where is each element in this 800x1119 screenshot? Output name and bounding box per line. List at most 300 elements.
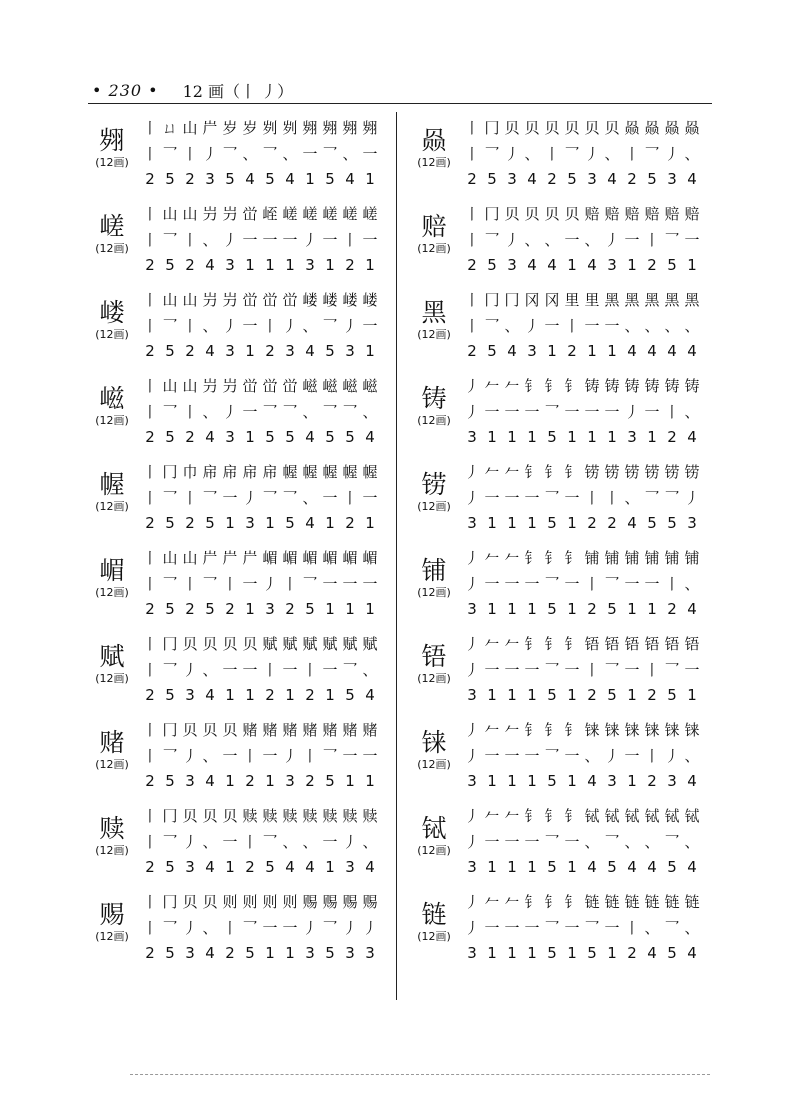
stroke-rows (140, 198, 384, 278)
stroke-code: 3 (627, 428, 637, 446)
stroke-stage: 贝 (182, 806, 198, 825)
stroke-code: 5 (165, 858, 175, 876)
stroke-code: 1 (587, 342, 597, 360)
character-entry (406, 198, 712, 284)
stroke-stage-row (462, 630, 712, 656)
stroke-shape: 乛 (162, 488, 178, 507)
stroke-shape: 丿 (624, 402, 640, 421)
stroke-shape: 乛 (222, 144, 238, 163)
stroke-code: 1 (225, 686, 235, 704)
stroke-code-row (462, 252, 712, 278)
stroke-stage: 山 (182, 118, 198, 137)
page-number: • 230 • (92, 80, 159, 100)
stroke-stage: 钅 (524, 462, 540, 481)
stroke-stage: 钅 (544, 720, 560, 739)
stroke-stage: 赌 (262, 720, 278, 739)
stroke-count: (12画) (95, 414, 129, 427)
stroke-code: 4 (647, 944, 657, 962)
stroke-stage: 铹 (584, 462, 600, 481)
stroke-shape: 丿 (182, 832, 198, 851)
stroke-code: 4 (587, 772, 597, 790)
stroke-stage: ㄩ (162, 118, 178, 137)
stroke-count: (12画) (95, 242, 129, 255)
stroke-stage: 冂 (162, 462, 178, 481)
stroke-shape: 、 (624, 488, 640, 507)
stroke-stage: 赑 (644, 118, 660, 137)
stroke-code-row (140, 166, 384, 192)
character-entry (406, 370, 712, 456)
stroke-shape: 、 (684, 832, 700, 851)
stroke-shape-row (140, 742, 384, 768)
stroke-shape: 一 (604, 918, 620, 937)
stroke-stage: 铹 (644, 462, 660, 481)
stroke-stage-row (140, 716, 384, 742)
stroke-count: (12画) (417, 242, 451, 255)
stroke-shape: 丨 (464, 144, 480, 163)
stroke-code: 2 (145, 772, 155, 790)
stroke-count: (12画) (417, 156, 451, 169)
stroke-stage-row (140, 286, 384, 312)
stroke-shape-row (140, 312, 384, 338)
stroke-code: 3 (245, 514, 255, 532)
stroke-stage: 里 (584, 290, 600, 309)
stroke-code: 1 (225, 772, 235, 790)
bottom-rule (130, 1074, 710, 1075)
stroke-code: 1 (265, 772, 275, 790)
stroke-shape: 一 (262, 918, 278, 937)
stroke-stage: 则 (242, 892, 258, 911)
stroke-code: 3 (687, 514, 697, 532)
stroke-shape: 丿 (342, 832, 358, 851)
stroke-stage: 赌 (282, 720, 298, 739)
stroke-code: 2 (185, 428, 195, 446)
stroke-code: 1 (487, 428, 497, 446)
stroke-stage: 赋 (362, 634, 378, 653)
stroke-stage: 铼 (584, 720, 600, 739)
character-entry (406, 886, 712, 972)
stroke-code: 1 (487, 600, 497, 618)
stroke-stage: 铹 (604, 462, 620, 481)
stroke-shape: 丨 (142, 488, 158, 507)
stroke-stage: 峃 (242, 204, 258, 223)
stroke-stage: 嵋 (322, 548, 338, 567)
stroke-stage: 丨 (142, 376, 158, 395)
stroke-code: 3 (507, 256, 517, 274)
stroke-code: 3 (507, 170, 517, 188)
stroke-stage: 丨 (464, 118, 480, 137)
stroke-stage: 铻 (584, 634, 600, 653)
stroke-code: 4 (345, 170, 355, 188)
character-block (84, 628, 140, 686)
character-block (406, 886, 462, 944)
stroke-shape: 丿 (604, 746, 620, 765)
stroke-count: (12画) (95, 930, 129, 943)
stroke-shape: 丿 (222, 230, 238, 249)
stroke-shape: 、 (524, 144, 540, 163)
stroke-shape: 一 (544, 316, 560, 335)
character-entry (84, 628, 384, 714)
stroke-stage: 链 (584, 892, 600, 911)
stroke-shape: 丨 (142, 230, 158, 249)
stroke-stage: 屶 (202, 376, 218, 395)
stroke-shape-row (462, 828, 712, 854)
stroke-stage: 峌 (262, 204, 278, 223)
stroke-code: 1 (607, 428, 617, 446)
stroke-stage: 冂 (484, 204, 500, 223)
stroke-code: 2 (305, 686, 315, 704)
stroke-stage: 钅 (544, 634, 560, 653)
stroke-code: 4 (627, 342, 637, 360)
stroke-stage: 𠂉 (484, 376, 500, 395)
character-block (406, 198, 462, 256)
stroke-stage: 铼 (624, 720, 640, 739)
stroke-code-row (462, 596, 712, 622)
stroke-code-row (140, 596, 384, 622)
stroke-code: 3 (185, 686, 195, 704)
stroke-shape: 乛 (302, 574, 318, 593)
stroke-shape: 、 (302, 316, 318, 335)
stroke-shape: 、 (282, 144, 298, 163)
character-glyph: 黑 (421, 298, 447, 327)
stroke-shape: 丨 (182, 574, 198, 593)
character-entry (84, 370, 384, 456)
stroke-stage: 山 (162, 204, 178, 223)
stroke-shape: 丨 (142, 746, 158, 765)
stroke-code: 1 (245, 342, 255, 360)
stroke-shape: 一 (524, 918, 540, 937)
stroke-rows (462, 628, 712, 708)
stroke-shape: 、 (584, 230, 600, 249)
stroke-shape: 乛 (604, 574, 620, 593)
stroke-count: (12画) (95, 500, 129, 513)
stroke-code: 4 (205, 256, 215, 274)
stroke-shape: 丿 (262, 574, 278, 593)
character-block (84, 542, 140, 600)
stroke-shape: 一 (684, 660, 700, 679)
stroke-code: 5 (487, 256, 497, 274)
stroke-stage: 丿 (464, 462, 480, 481)
stroke-code: 5 (325, 772, 335, 790)
stroke-code: 4 (687, 772, 697, 790)
stroke-code-row (140, 510, 384, 536)
stroke-stage: 山 (182, 204, 198, 223)
stroke-stage: 𠂉 (504, 548, 520, 567)
stroke-shape: 、 (202, 316, 218, 335)
stroke-code: 5 (165, 514, 175, 532)
stroke-code: 1 (365, 342, 375, 360)
stroke-code: 1 (527, 858, 537, 876)
stroke-shape-row (462, 484, 712, 510)
stroke-code: 1 (507, 858, 517, 876)
stroke-shape: 丿 (182, 746, 198, 765)
stroke-stage: 铺 (624, 548, 640, 567)
stroke-shape: 一 (262, 230, 278, 249)
stroke-code: 4 (205, 428, 215, 446)
stroke-code: 2 (587, 686, 597, 704)
stroke-stage: 赋 (262, 634, 278, 653)
stroke-code: 3 (365, 944, 375, 962)
stroke-shape: 、 (362, 660, 378, 679)
stroke-shape: 一 (524, 402, 540, 421)
stroke-code: 1 (487, 514, 497, 532)
stroke-code: 3 (225, 428, 235, 446)
stroke-stage: 贝 (504, 204, 520, 223)
stroke-code: 4 (205, 858, 215, 876)
left-column (84, 112, 384, 972)
stroke-shape: 乛 (544, 402, 560, 421)
stroke-stage: 冂 (162, 806, 178, 825)
stroke-stage: 铻 (664, 634, 680, 653)
stroke-code-row (140, 768, 384, 794)
stroke-code-row (462, 338, 712, 364)
stroke-stage: 屵 (222, 548, 238, 567)
stroke-code: 1 (627, 772, 637, 790)
stroke-stage: 冂 (162, 892, 178, 911)
stroke-shape: 一 (342, 746, 358, 765)
stroke-stage: 则 (262, 892, 278, 911)
character-block (406, 456, 462, 514)
stroke-stage-row (462, 888, 712, 914)
stroke-shape: 乛 (604, 832, 620, 851)
stroke-code: 2 (607, 514, 617, 532)
stroke-shape: 一 (222, 488, 238, 507)
stroke-stage: 贝 (182, 892, 198, 911)
stroke-stage: 山 (182, 376, 198, 395)
stroke-code: 1 (587, 428, 597, 446)
stroke-code: 1 (365, 256, 375, 274)
stroke-shape: 一 (564, 832, 580, 851)
stroke-code: 2 (667, 428, 677, 446)
stroke-code: 1 (507, 686, 517, 704)
stroke-rows (462, 542, 712, 622)
stroke-code: 5 (165, 342, 175, 360)
stroke-shape: 乛 (544, 918, 560, 937)
stroke-shape: 一 (624, 660, 640, 679)
stroke-code: 5 (165, 944, 175, 962)
stroke-shape: 一 (504, 574, 520, 593)
stroke-code: 1 (687, 686, 697, 704)
stroke-shape: 丨 (584, 488, 600, 507)
stroke-code: 1 (647, 600, 657, 618)
stroke-stage: 铽 (624, 806, 640, 825)
stroke-shape: 乛 (342, 660, 358, 679)
stroke-shape: 一 (362, 746, 378, 765)
stroke-shape: 丿 (242, 488, 258, 507)
stroke-code: 5 (587, 944, 597, 962)
stroke-shape: 一 (504, 746, 520, 765)
stroke-shape: 丨 (604, 488, 620, 507)
stroke-shape-row (140, 914, 384, 940)
stroke-code: 5 (487, 342, 497, 360)
stroke-stage: 峃 (262, 290, 278, 309)
stroke-code: 2 (627, 944, 637, 962)
stroke-stage: 铺 (604, 548, 620, 567)
character-glyph: 赔 (421, 212, 447, 241)
stroke-shape: 丨 (142, 918, 158, 937)
stroke-shape: 丨 (624, 144, 640, 163)
stroke-stage: 屶 (222, 204, 238, 223)
stroke-code: 1 (305, 170, 315, 188)
stroke-stage: 赐 (322, 892, 338, 911)
stroke-shape: 一 (322, 574, 338, 593)
stroke-shape: 丨 (302, 660, 318, 679)
stroke-stage: 链 (644, 892, 660, 911)
stroke-stage: 𠂉 (484, 548, 500, 567)
stroke-shape: 一 (584, 316, 600, 335)
stroke-shape: 一 (362, 230, 378, 249)
stroke-shape: 丿 (302, 918, 318, 937)
stroke-stage: 丨 (142, 462, 158, 481)
stroke-stage: 钅 (524, 634, 540, 653)
stroke-code: 5 (305, 600, 315, 618)
stroke-shape: 乛 (664, 918, 680, 937)
stroke-code: 3 (185, 944, 195, 962)
stroke-stage: 丨 (142, 290, 158, 309)
stroke-count: (12画) (417, 500, 451, 513)
stroke-shape: 一 (302, 144, 318, 163)
stroke-stage: 钅 (544, 806, 560, 825)
stroke-rows (140, 542, 384, 622)
stroke-shape: 乛 (644, 488, 660, 507)
stroke-code: 3 (467, 772, 477, 790)
stroke-stage: 钅 (564, 376, 580, 395)
stroke-stage-row (140, 114, 384, 140)
stroke-shape: 丨 (142, 832, 158, 851)
stroke-shape: 丨 (142, 402, 158, 421)
stroke-shape: 、 (524, 230, 540, 249)
stroke-code: 2 (185, 600, 195, 618)
stroke-shape: 乛 (282, 488, 298, 507)
stroke-stage: 屶 (202, 204, 218, 223)
stroke-code: 1 (365, 514, 375, 532)
character-block (406, 714, 462, 772)
stroke-shape-row (140, 398, 384, 424)
stroke-shape: 丿 (664, 144, 680, 163)
stroke-code: 2 (345, 256, 355, 274)
character-glyph: 赑 (421, 126, 447, 155)
stroke-code: 4 (607, 170, 617, 188)
stroke-stage: 黑 (664, 290, 680, 309)
stroke-shape: 乛 (262, 488, 278, 507)
stroke-code: 3 (285, 772, 295, 790)
stroke-shape: 、 (584, 832, 600, 851)
stroke-code-row (140, 338, 384, 364)
character-block (406, 542, 462, 600)
stroke-rows (462, 800, 712, 880)
stroke-shape: 一 (624, 746, 640, 765)
stroke-stage: 贝 (564, 204, 580, 223)
stroke-code: 4 (647, 342, 657, 360)
stroke-stage: 铻 (624, 634, 640, 653)
stroke-code: 3 (205, 170, 215, 188)
stroke-stage: 丨 (142, 892, 158, 911)
stroke-count: (12画) (417, 672, 451, 685)
stroke-stage: 赎 (322, 806, 338, 825)
stroke-shape: 一 (524, 746, 540, 765)
stroke-shape: 丨 (584, 574, 600, 593)
stroke-rows (140, 456, 384, 536)
stroke-code: 1 (345, 600, 355, 618)
stroke-stage-row (462, 716, 712, 742)
stroke-count: (12画) (95, 156, 129, 169)
stroke-code: 4 (687, 600, 697, 618)
character-block (406, 370, 462, 428)
stroke-stage: 铻 (604, 634, 620, 653)
stroke-code: 3 (305, 944, 315, 962)
stroke-shape: 、 (202, 832, 218, 851)
stroke-code: 3 (467, 944, 477, 962)
stroke-code: 2 (627, 170, 637, 188)
stroke-code: 3 (305, 256, 315, 274)
stroke-code: 1 (627, 600, 637, 618)
stroke-stage: 则 (282, 892, 298, 911)
stroke-stage: 赑 (664, 118, 680, 137)
stroke-shape: 、 (202, 660, 218, 679)
stroke-stage: 𠂉 (504, 720, 520, 739)
stroke-code: 2 (145, 342, 155, 360)
stroke-shape: 乛 (484, 144, 500, 163)
stroke-code: 1 (567, 772, 577, 790)
stroke-shape: 丿 (464, 402, 480, 421)
stroke-shape: 丨 (342, 488, 358, 507)
stroke-code: 5 (205, 600, 215, 618)
stroke-shape: 丿 (282, 316, 298, 335)
stroke-shape: 丿 (464, 488, 480, 507)
stroke-stage: 帍 (242, 462, 258, 481)
stroke-stage: 赔 (604, 204, 620, 223)
stroke-code: 5 (285, 514, 295, 532)
stroke-shape: 乛 (262, 144, 278, 163)
stroke-stage: 峃 (242, 290, 258, 309)
stroke-shape: 乛 (242, 918, 258, 937)
stroke-stage: 屵 (202, 118, 218, 137)
stroke-code: 1 (687, 256, 697, 274)
stroke-shape: 丿 (464, 832, 480, 851)
stroke-rows (462, 886, 712, 966)
stroke-code: 5 (667, 256, 677, 274)
stroke-shape: 丨 (644, 660, 660, 679)
stroke-shape-row (140, 484, 384, 510)
stroke-shape: 一 (584, 402, 600, 421)
character-block (84, 284, 140, 342)
stroke-shape: 乛 (322, 316, 338, 335)
stroke-shape: 一 (504, 488, 520, 507)
character-entry (84, 800, 384, 886)
character-glyph: 赎 (99, 814, 125, 843)
stroke-stage: 𠂉 (484, 806, 500, 825)
stroke-shape: 一 (222, 746, 238, 765)
stroke-stage: 赋 (302, 634, 318, 653)
stroke-code: 5 (325, 944, 335, 962)
stroke-code: 1 (507, 514, 517, 532)
stroke-shape-row (462, 656, 712, 682)
stroke-stage: 钅 (524, 720, 540, 739)
stroke-code: 1 (225, 514, 235, 532)
stroke-shape: 、 (202, 402, 218, 421)
stroke-stage: 贝 (504, 118, 520, 137)
stroke-shape: 乛 (484, 316, 500, 335)
character-entry (84, 886, 384, 972)
stroke-count: (12画) (95, 672, 129, 685)
stroke-shape: 一 (362, 488, 378, 507)
stroke-code: 5 (667, 944, 677, 962)
stroke-stage: 铽 (684, 806, 700, 825)
stroke-code: 4 (687, 170, 697, 188)
stroke-stage: 赔 (624, 204, 640, 223)
stroke-code: 2 (185, 514, 195, 532)
stroke-stage: 丨 (142, 720, 158, 739)
stroke-stage: 冂 (504, 290, 520, 309)
